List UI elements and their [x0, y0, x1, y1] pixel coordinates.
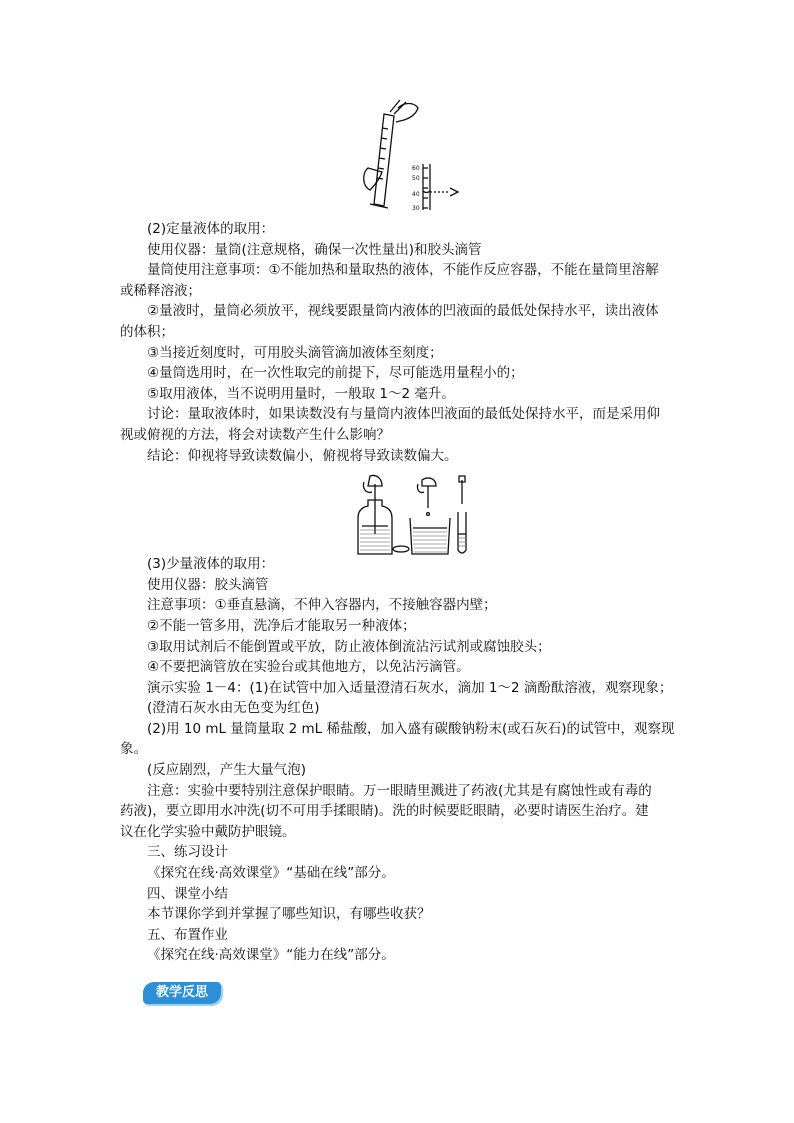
text-line: 的体积；	[120, 323, 174, 340]
tick-label-40: 40	[412, 191, 420, 198]
text-line: 药液)，要立即用水冲洗(切不可用手揉眼睛)。洗的时候要眨眼睛，必要时请医生治疗。建	[120, 803, 649, 820]
text-line: 《探究在线·高效课堂》“基础在线”部分。	[147, 865, 395, 882]
text-line: ⑤取用液体，当不说明用量时，一般取 1～2 毫升。	[147, 385, 455, 402]
text-line: 或稀释溶液；	[120, 282, 201, 299]
tick-label-50: 50	[412, 175, 420, 182]
tick-label-60: 60	[412, 165, 420, 172]
text-line: 使用仪器：量筒(注意规格，确保一次性量出)和胶头滴管	[147, 241, 482, 258]
text-line: ②量液时，量筒必须放平，视线要跟量筒内液体的凹液面的最低处保持水平，读出液体	[147, 303, 659, 320]
graduated-cylinder-figure	[360, 98, 465, 216]
text-line: 视或俯视的方法，将会对读数产生什么影响？	[120, 426, 390, 443]
text-line: 演示实验 1－4：(1)在试管中加入适量澄清石灰水，滴加 1～2 滴酚酞溶液，观察现象；	[147, 679, 673, 696]
tick-label-30: 30	[412, 205, 420, 212]
text-line: 注意：实验中要特别注意保护眼睛。万一眼睛里溅进了药液(尤其是有腐蚀性或有毒的	[147, 782, 652, 799]
text-line: (2)定量液体的取用：	[147, 221, 275, 237]
section-heading: 三、练习设计	[147, 844, 228, 861]
text-line: 象。	[120, 741, 147, 758]
text-line: 注意事项：①垂直悬滴，不伸入容器内，不接触容器内壁；	[147, 597, 497, 614]
section-heading: 四、课堂小结	[147, 885, 228, 902]
text-line: (反应剧烈，产生大量气泡)	[147, 762, 307, 779]
text-line: 量筒使用注意事项：①不能加热和量取热的液体，不能作反应容器，不能在量筒里溶解	[147, 262, 659, 279]
section-heading: 五、布置作业	[147, 926, 228, 943]
teaching-reflection-badge: 教学反思	[143, 982, 221, 1004]
text-line: 讨论：量取液体时，如果读数没有与量筒内液体凹液面的最低处保持水平，而是采用仰	[147, 406, 660, 423]
text-line: ③当接近刻度时，可用胶头滴管滴加液体至刻度；	[147, 344, 443, 361]
text-line: ②不能一管多用，洗净后才能取另一种液体；	[147, 617, 416, 634]
text-line: ④不要把滴管放在实验台或其他地方，以免沾污滴管。	[147, 659, 470, 676]
text-line: 结论：仰视将导致读数偏小，俯视将导致读数偏大。	[147, 447, 458, 464]
body-text	[120, 219, 680, 966]
text-line: ④量筒选用时，在一次性取完的前提下，尽可能选用量程小的；	[147, 365, 524, 382]
text-line: (3)少量液体的取用：	[147, 556, 275, 573]
text-line: (澄清石灰水由无色变为红色)	[147, 700, 320, 717]
text-line: 《探究在线·高效课堂》“能力在线”部分。	[147, 947, 395, 964]
figure-spacer	[120, 466, 680, 554]
text-line: 本节课你学到并掌握了哪些知识，有哪些收获？	[147, 906, 431, 923]
text-line: 使用仪器：胶头滴管	[147, 576, 269, 593]
text-line: (2)用 10 mL 量筒量取 2 mL 稀盐酸，加入盛有碳酸钠粉末(或石灰石)的试管中，观察现	[147, 720, 675, 737]
text-line: 议在化学实验中戴防护眼镜。	[120, 823, 296, 840]
text-line: ③取用试剂后不能倒置或平放，防止液体倒流沾污试剂或腐蚀胶头；	[147, 638, 551, 655]
